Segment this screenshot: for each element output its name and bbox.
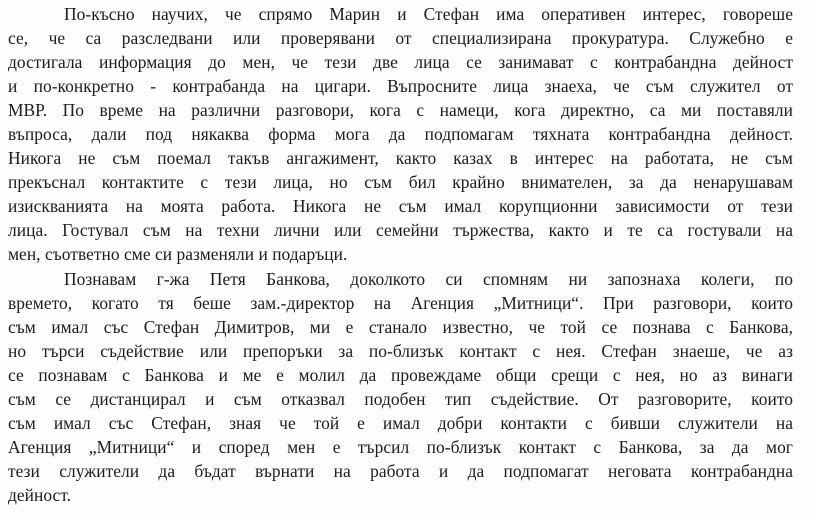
paragraph-1-line-2: се, че са разследвани или проверявани от специализирана прокуратура. Служебно е — [8, 28, 793, 48]
paragraph-2-line-4: но търси съдействие или препоръки за по-близък контакт с нея. Стефан знаеше, че аз — [8, 341, 793, 361]
paragraph-1-line-4: и по-конкретно - контрабанда на цигари. Въпросните лица знаеха, че съм служител от — [8, 76, 793, 96]
paragraph-1-line-6: въпроса, дали под някаква форма мога да подпомагам тяхната контрабандна дейност. — [8, 124, 793, 144]
paragraph-2-line-5: се познавам с Банкова и ме е молил да провеждаме общи срещи с нея, но аз винаги — [8, 365, 793, 385]
paragraph-2-line-2: времето, когато тя беше зам.-директор на Агенция „Митници“. При разговори, които — [8, 293, 793, 313]
paragraph-2-line-9: тези служители да бъдат върнати на работа и да подпомагат неговата контрабандна — [8, 461, 793, 481]
paragraph-1-line-9: изискванията на моята работа. Никога не съм имал корупционни зависимости от тези — [8, 196, 793, 216]
paragraph-2-line-1: Познавам г-жа Петя Банкова, доколкото си спомням ни запознаха колеги, по — [64, 269, 793, 289]
paragraph-1-line-7: Никога не съм поемал такъв ангажимент, както казах в интерес на работата, не съм — [8, 148, 793, 168]
paragraph-2-line-10: дейност. — [8, 485, 72, 505]
paragraph-2-line-8: Агенция „Митници“ и според мен е търсил по-близък контакт с Банкова, за да мог — [8, 437, 793, 457]
paragraph-1-line-5: МВР. По време на различни разговори, кога с намеци, кога директно, са ми поставяли — [8, 100, 793, 120]
paragraph-1-line-1: По-късно научих, че спрямо Марин и Стефан има оперативен интерес, говореше — [64, 4, 793, 24]
paragraph-1-line-10: лица. Гостувал съм на техни лични или семейни тържества, както и те са гостували на — [8, 220, 793, 240]
paragraph-2-line-6: съм се дистанцирал и съм отказвал подобен тип съдействие. От разговорите, които — [8, 389, 793, 409]
paragraph-1-line-3: достигала информация до мен, че тези две лица се занимават с контрабандна дейност — [8, 52, 793, 72]
paragraph-2-line-7: съм имал със Стефан, зная че той е имал добри контакти с бивши служители на — [8, 413, 793, 433]
paragraph-1-line-8: прекъснал контактите с тези лица, но съм бил крайно внимателен, за да ненарушавам — [8, 172, 793, 192]
paragraph-1-line-11: мен, съответно сме си разменяли и подаръци. — [8, 244, 348, 264]
paragraph-2-line-3: съм имал със Стефан Димитров, ми е станало известно, че той се познава с Банкова, — [8, 317, 793, 337]
